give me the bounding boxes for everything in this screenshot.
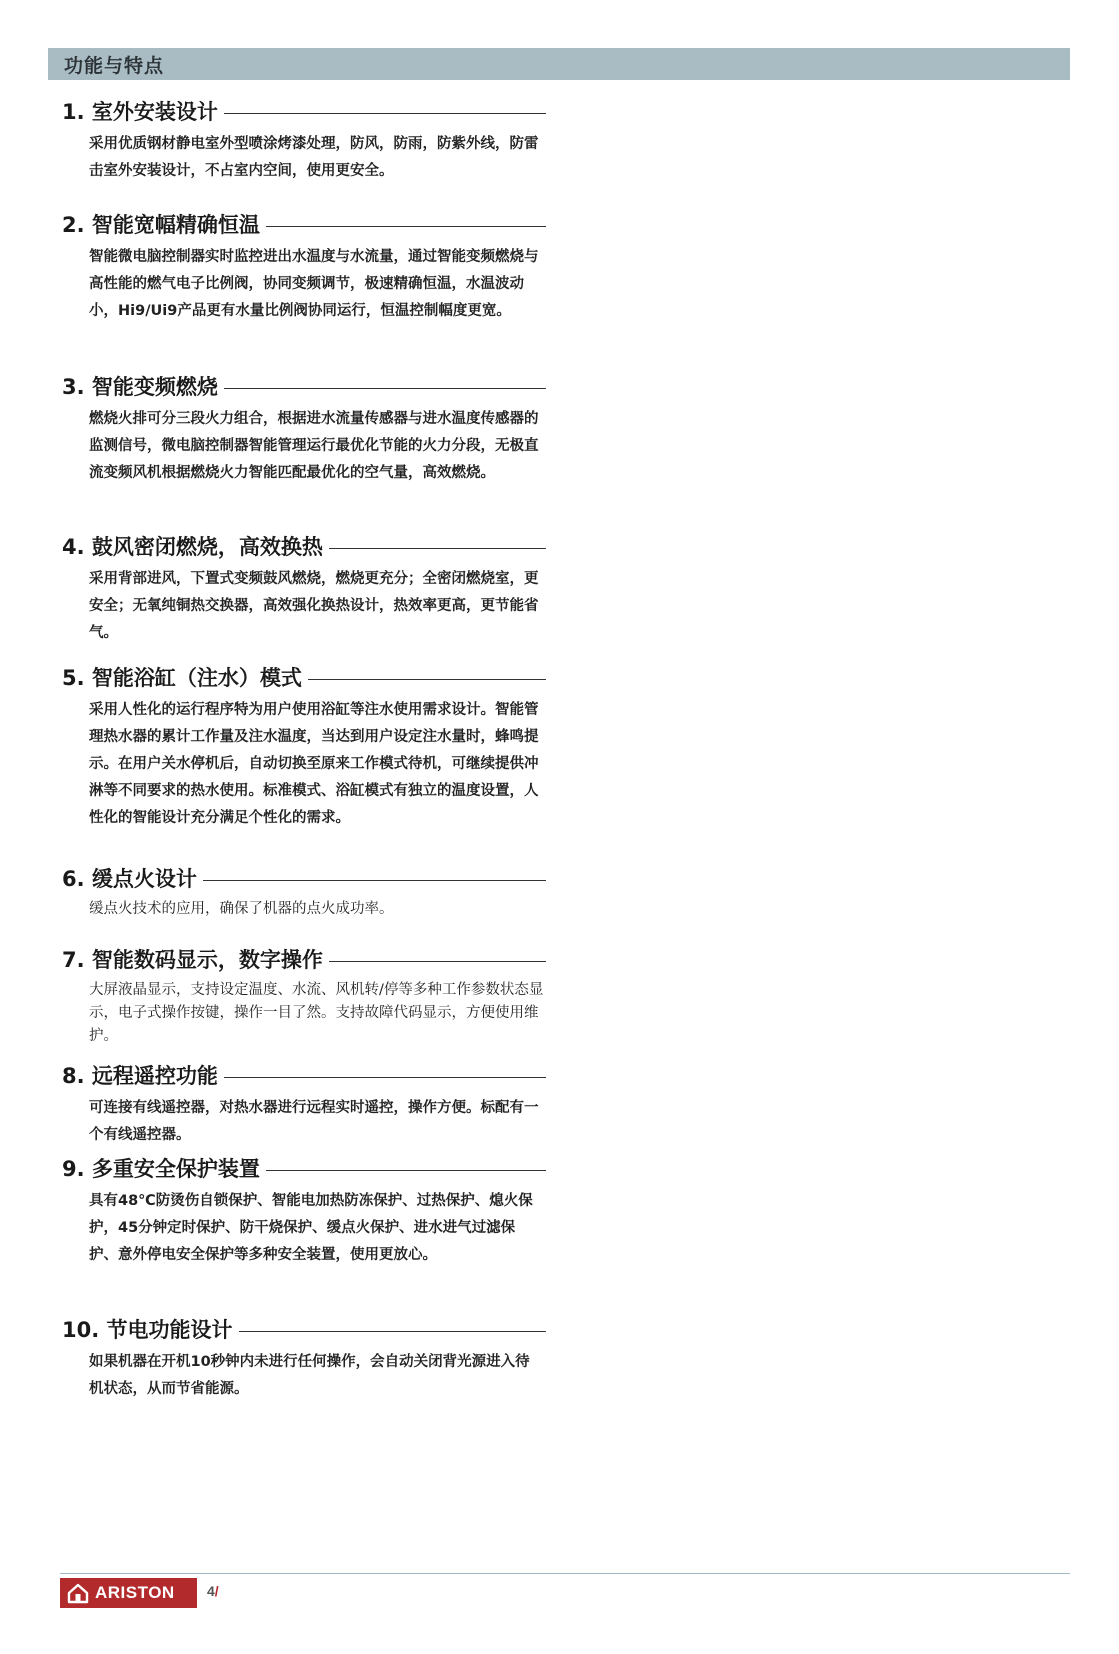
feature-item xyxy=(62,865,562,921)
brand-logo xyxy=(60,1578,197,1608)
feature-title: 8. 远程遥控功能 xyxy=(62,1062,224,1090)
feature-title: 5. 智能浴缸（注水）模式 xyxy=(62,664,308,692)
feature-description: 具有48℃防烫伤自锁保护、智能电加热防冻保护、过热保护、熄火保护，45分钟定时保护、防干烧保护、缓点火保护、进水进气过滤保护、意外停电安全保护等多种安全装置，使用更放心。 xyxy=(89,1193,533,1263)
feature-item xyxy=(62,373,562,487)
section-title: 功能与特点 xyxy=(64,55,165,77)
feature-description: 采用背部进风，下置式变频鼓风燃烧，燃烧更充分；全密闭燃烧室，更安全；无氧纯铜热交换器，高效强化换热设计，热效率更高，更节能省气。 xyxy=(89,571,539,641)
feature-description: 大屏液晶显示，支持设定温度、水流、风机转/停等多种工作参数状态显示，电子式操作按键，操作一目了然。支持故障代码显示，方便使用维护。 xyxy=(89,982,544,1044)
page-slash: / xyxy=(214,1583,219,1599)
feature-item xyxy=(62,946,562,1048)
feature-description: 智能微电脑控制器实时监控进出水温度与水流量，通过智能变频燃烧与高性能的燃气电子比例阀，协同变频调节，极速精确恒温，水温波动小，Hi9/Ui9产品更有水量比例阀协同运行，恒温控制幅度更宽。 xyxy=(89,249,539,319)
page-number-value: 4 xyxy=(207,1583,215,1599)
feature-description: 可连接有线遥控器，对热水器进行远程实时遥控，操作方便。标配有一个有线遥控器。 xyxy=(89,1100,539,1143)
feature-title: 3. 智能变频燃烧 xyxy=(62,373,224,401)
feature-item xyxy=(62,533,562,647)
feature-item xyxy=(62,98,562,185)
section-header-bar xyxy=(48,48,1070,80)
feature-item xyxy=(62,1062,562,1149)
feature-title: 6. 缓点火设计 xyxy=(62,865,203,893)
house-icon xyxy=(67,1582,89,1604)
feature-item xyxy=(62,1316,562,1403)
page-number xyxy=(207,1583,219,1599)
feature-title: 10. 节电功能设计 xyxy=(62,1316,239,1344)
feature-title: 9. 多重安全保护装置 xyxy=(62,1155,266,1183)
feature-description: 如果机器在开机10秒钟内未进行任何操作，会自动关闭背光源进入待机状态，从而节省能源。 xyxy=(89,1354,530,1397)
brand-name: ARISTON xyxy=(95,1583,175,1602)
feature-title: 7. 智能数码显示，数字操作 xyxy=(62,946,329,974)
feature-item xyxy=(62,664,562,832)
feature-item xyxy=(62,1155,562,1269)
feature-item xyxy=(62,211,562,325)
feature-description: 缓点火技术的应用，确保了机器的点火成功率。 xyxy=(89,901,394,917)
feature-title: 4. 鼓风密闭燃烧，高效换热 xyxy=(62,533,329,561)
feature-description: 燃烧火排可分三段火力组合，根据进水流量传感器与进水温度传感器的监测信号，微电脑控制器智能管理运行最优化节能的火力分段，无极直流变频风机根据燃烧火力智能匹配最优化的空气量，高效燃烧。 xyxy=(89,411,539,481)
feature-description: 采用优质钢材静电室外型喷涂烤漆处理，防风，防雨，防紫外线，防雷击室外安装设计，不占室内空间，使用更安全。 xyxy=(89,136,539,179)
feature-description: 采用人性化的运行程序特为用户使用浴缸等注水使用需求设计。智能管理热水器的累计工作量及注水温度，当达到用户设定注水量时，蜂鸣提示。在用户关水停机后，自动切换至原来工作模式待机，可继续提供冲淋等不同要求的热水使用。标准模式、浴缸模式有独立的温度设置，人性化的智能设计充分满足个性化的需求。 xyxy=(89,702,539,826)
feature-title: 1. 室外安装设计 xyxy=(62,98,224,126)
footer-divider xyxy=(60,1573,1070,1574)
feature-title: 2. 智能宽幅精确恒温 xyxy=(62,211,266,239)
